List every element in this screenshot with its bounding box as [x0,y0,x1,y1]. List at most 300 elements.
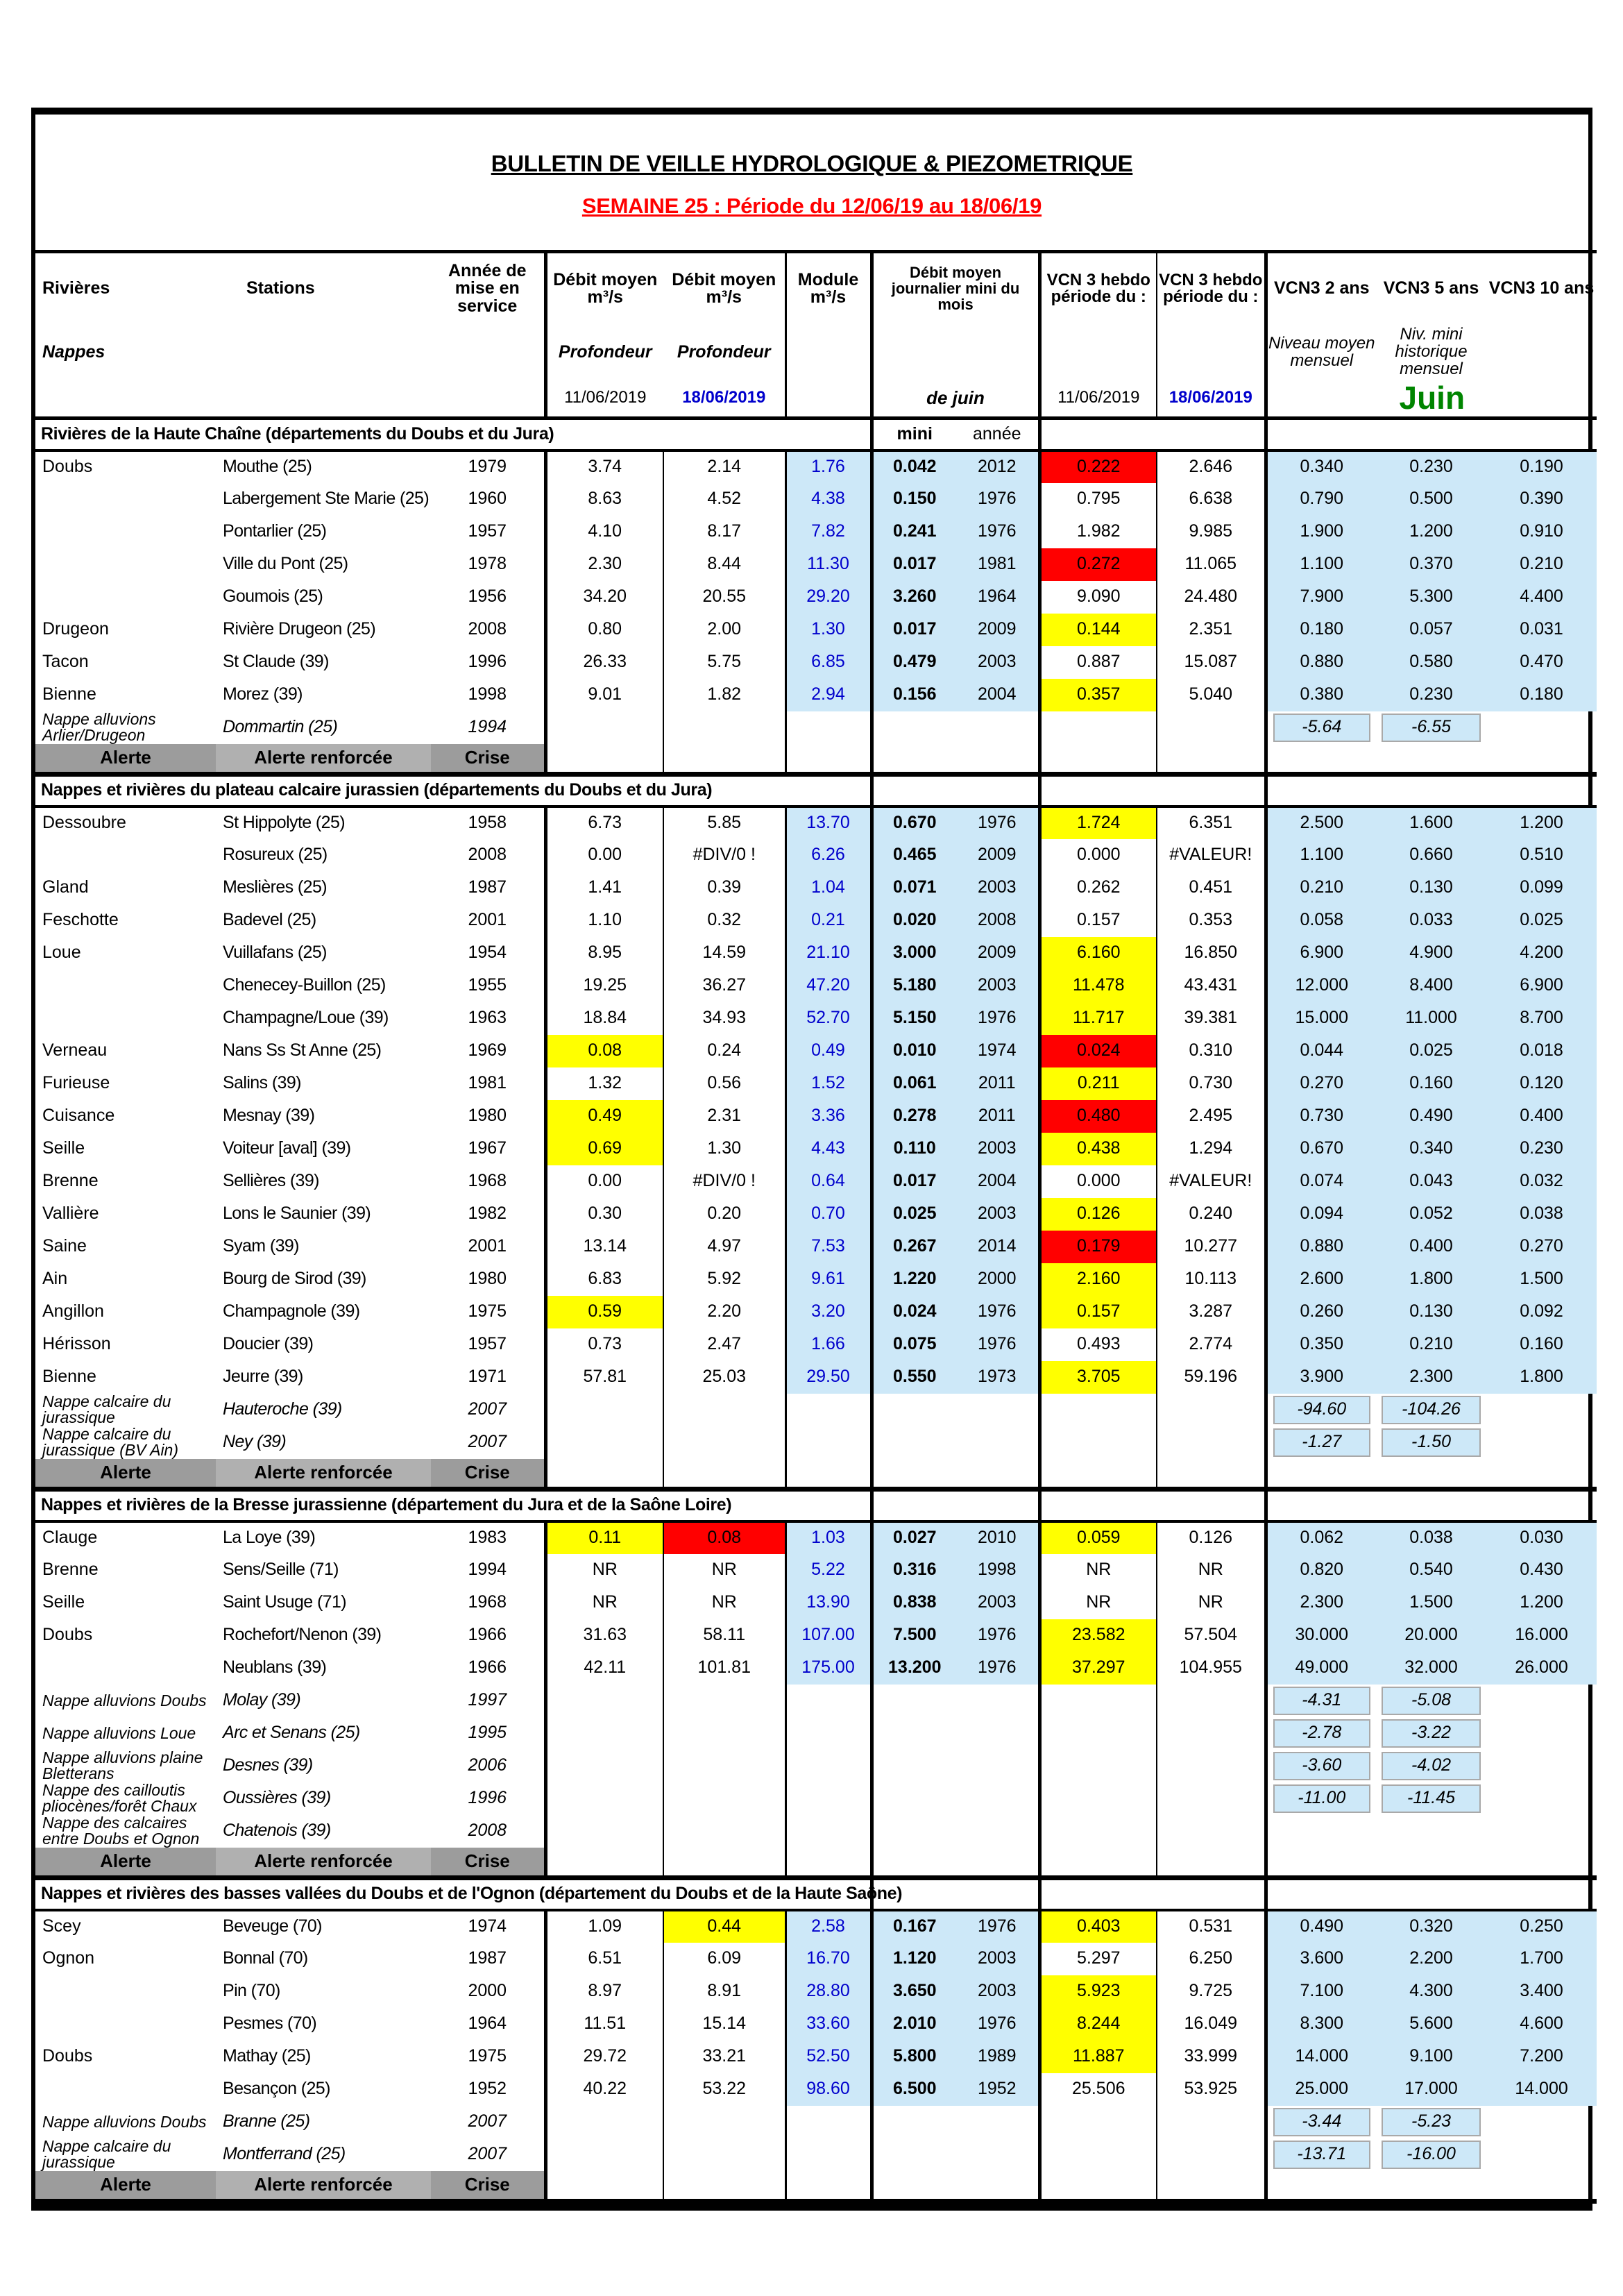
cell-annee: 1998 [468,684,507,704]
cell-vcn3-5ans: 0.130 [1376,1296,1486,1328]
cell-vcn3-2ans: 15.000 [1266,1002,1376,1035]
cell-debit-1106: 0.80 [545,614,663,646]
cell-debit-1806 [663,1750,785,1782]
niveau-moyen-value: -3.44 [1273,2108,1371,2136]
cell-annee: 2008 [468,619,507,639]
cell-niveau-moyen [1266,1750,1376,1782]
cell-mini-annee: 1976 [956,1002,1039,1035]
cell-debit-1806: #DIV/0 ! [663,1165,785,1198]
cell-mini-mois: 0.010 [872,1035,956,1067]
cell-vcn-hebdo-1106: 6.160 [1039,937,1157,970]
niveau-moyen-value: -1.27 [1273,1428,1371,1457]
cell-station: Rivière Drugeon (25) [223,619,376,639]
spacer [1486,1782,1597,1815]
cell-mini-annee: 2003 [956,872,1039,904]
alerte-renforcee-label: Alerte renforcée [216,2171,431,2202]
alerte-row [35,744,1597,775]
table-row [35,1328,1597,1361]
cell-vcn3-10ans: 0.250 [1486,1910,1597,1943]
cell-debit-1106 [545,1782,663,1815]
cell-module: 2.58 [785,1910,872,1943]
cell-vcn3-2ans: 0.380 [1266,679,1376,711]
cell-module: 1.66 [785,1328,872,1361]
cell-mini-annee: 1976 [956,807,1039,839]
cell-debit-1806: 20.55 [663,581,785,614]
cell-station: Hauteroche (39) [223,1399,342,1419]
crise-label: Crise [431,1459,545,1489]
cell-niveau-moyen [1266,1815,1376,1848]
cell-vcn3-5ans: 0.490 [1376,1100,1486,1133]
spacer [1157,1848,1266,1878]
spacer [1486,1750,1597,1782]
cell-annee: 2008 [468,1821,507,1841]
table-row [35,483,1597,516]
niveau-moyen-value: -3.60 [1273,1752,1371,1780]
spacer [1039,1848,1157,1878]
cell-debit-1806: 4.52 [663,483,785,516]
cell-vcn3-5ans: 0.160 [1376,1067,1486,1100]
cell-station: Pontarlier (25) [223,521,327,541]
cell-debit-1806: NR [663,1587,785,1619]
cell-debit-1806: 34.93 [663,1002,785,1035]
cell-mini-annee: 1976 [956,1652,1039,1685]
table-row [35,1619,1597,1652]
cell-module [785,1685,872,1717]
cell-riviere: Bienne [42,684,96,704]
spacer [785,2171,872,2202]
cell-riviere: Saine [42,1236,87,1256]
cell-station: Neublans (39) [223,1657,327,1678]
cell-annee: 1994 [468,717,507,737]
header-date-1806-vcn: 18/06/2019 [1157,380,1266,419]
section-title: Rivières de la Haute Chaîne (départements du Doubs et du Jura) [35,419,872,450]
cell-vcn-hebdo-1106 [1039,711,1157,744]
cell-riviere: Drugeon [42,619,109,639]
niveau-mini-value: -4.02 [1382,1752,1481,1780]
hydrology-table [35,250,1597,2204]
spacer [545,1848,663,1878]
cell-vcn-hebdo-1106: 25.506 [1039,2073,1157,2106]
cell-debit-1106: 40.22 [545,2073,663,2106]
spacer [872,1489,1039,1521]
cell-vcn-hebdo-1106: 0.480 [1039,1100,1157,1133]
cell-vcn-hebdo-1106: NR [1039,1587,1157,1619]
spacer [1266,1878,1597,1910]
spacer [1486,2138,1597,2171]
cell-debit-1806: 58.11 [663,1619,785,1652]
cell-vcn-hebdo-1806 [1157,2138,1266,2171]
spacer [1039,1489,1266,1521]
section-title: Nappes et rivières du plateau calcaire jurassien (départements du Doubs et du Jura) [35,775,872,807]
cell-mini-annee: 1964 [956,581,1039,614]
cell-mini-mois: 0.150 [872,483,956,516]
cell-vcn3-5ans: 0.025 [1376,1035,1486,1067]
cell-debit-1806: NR [663,1554,785,1587]
header-date-1106-debit: 11/06/2019 [545,380,663,419]
cell-vcn3-5ans: 11.000 [1376,1002,1486,1035]
niveau-mini-value: -5.23 [1382,2108,1481,2136]
cell-vcn3-5ans: 0.320 [1376,1910,1486,1943]
cell-station: Jeurre (39) [223,1367,303,1387]
cell-module: 6.26 [785,839,872,872]
cell-mini-mois [872,1782,1039,1815]
col-header-vcn3-10ans: VCN3 10 ans [1486,252,1597,325]
cell-vcn3-5ans: 4.900 [1376,937,1486,970]
cell-vcn3-10ans: 0.092 [1486,1296,1597,1328]
cell-mini-annee: 2003 [956,1133,1039,1165]
cell-mini-annee: 1976 [956,1910,1039,1943]
cell-station: Champagnole (39) [223,1301,360,1322]
col-header-vcn3-2ans: VCN3 2 ans [1266,252,1376,325]
cell-debit-1806 [663,2106,785,2138]
cell-vcn-hebdo-1806: 9.985 [1157,516,1266,548]
cell-vcn3-2ans: 6.900 [1266,937,1376,970]
cell-riviere [35,2008,216,2041]
cell-vcn3-2ans: 0.340 [1266,450,1376,483]
cell-station: St Hippolyte (25) [223,813,345,833]
cell-module: 13.70 [785,807,872,839]
cell-mini-mois: 0.550 [872,1361,956,1394]
cell-mini-annee: 1976 [956,516,1039,548]
cell-vcn3-2ans: 0.670 [1266,1133,1376,1165]
cell-mini-mois [872,711,1039,744]
cell-nappe-label: Nappe des calcaires entre Doubs et Ognon [42,1814,200,1848]
niveau-moyen-value: -11.00 [1273,1784,1371,1813]
cell-vcn3-5ans: 2.200 [1376,1943,1486,1975]
cell-debit-1106: 3.74 [545,450,663,483]
cell-debit-1106: NR [545,1554,663,1587]
cell-riviere [35,970,216,1002]
cell-debit-1106: 9.01 [545,679,663,711]
cell-vcn3-5ans: 9.100 [1376,2041,1486,2073]
spacer [1486,1394,1597,1426]
cell-annee: 1995 [468,1723,507,1743]
cell-vcn-hebdo-1806 [1157,1685,1266,1717]
col-header-stations: Stations [216,252,431,325]
cell-debit-1106: 0.30 [545,1198,663,1231]
cell-mini-mois [872,2138,1039,2171]
cell-vcn-hebdo-1806: #VALEUR! [1157,839,1266,872]
cell-station: Sens/Seille (71) [223,1560,339,1580]
cell-station: Nans Ss St Anne (25) [223,1040,382,1061]
spacer [1266,744,1597,775]
cell-module: 0.49 [785,1035,872,1067]
spacer [872,744,1039,775]
cell-mini-mois [872,1750,1039,1782]
cell-annee: 1954 [468,943,507,963]
cell-annee: 1987 [468,877,507,897]
nappe-row [35,1717,1597,1750]
cell-debit-1806: 14.59 [663,937,785,970]
cell-mini-annee: 2003 [956,1198,1039,1231]
cell-debit-1806: 36.27 [663,970,785,1002]
cell-mini-mois: 0.670 [872,807,956,839]
niveau-mini-value: -5.08 [1382,1687,1481,1715]
cell-mini-annee: 1998 [956,1554,1039,1587]
cell-vcn3-10ans: 4.200 [1486,937,1597,970]
cell-vcn-hebdo-1106: 11.717 [1039,1002,1157,1035]
cell-annee: 1996 [468,1788,507,1808]
cell-vcn-hebdo-1106: 8.244 [1039,2008,1157,2041]
cell-debit-1106: NR [545,1587,663,1619]
cell-vcn3-10ans: 0.470 [1486,646,1597,679]
cell-debit-1806: 2.47 [663,1328,785,1361]
cell-vcn-hebdo-1806: 16.049 [1157,2008,1266,2041]
cell-module: 28.80 [785,1975,872,2008]
cell-station: Pin (70) [223,1981,280,2001]
cell-vcn-hebdo-1806: 5.040 [1157,679,1266,711]
cell-mini-annee: 1976 [956,1328,1039,1361]
cell-riviere [35,581,216,614]
table-row [35,1067,1597,1100]
cell-riviere: Angillon [42,1301,104,1322]
cell-vcn-hebdo-1106 [1039,2138,1157,2171]
spacer [1039,1878,1266,1910]
cell-mini-mois: 0.167 [872,1910,956,1943]
crise-label: Crise [431,1848,545,1878]
cell-mini-mois: 0.278 [872,1100,956,1133]
cell-vcn3-10ans: 0.099 [1486,872,1597,904]
cell-station: Syam (39) [223,1236,299,1256]
cell-vcn3-5ans: 8.400 [1376,970,1486,1002]
cell-module: 0.70 [785,1198,872,1231]
cell-debit-1806 [663,1394,785,1426]
cell-vcn3-5ans: 0.370 [1376,548,1486,581]
cell-mini-annee: 2014 [956,1231,1039,1263]
cell-vcn-hebdo-1806: 33.999 [1157,2041,1266,2073]
cell-debit-1806: 4.97 [663,1231,785,1263]
cell-mini-mois: 0.020 [872,904,956,937]
cell-mini-mois: 0.075 [872,1328,956,1361]
cell-annee: 1952 [468,2079,507,2099]
cell-vcn-hebdo-1106: 5.923 [1039,1975,1157,2008]
cell-riviere: Doubs [42,457,93,477]
cell-vcn-hebdo-1806: 6.351 [1157,807,1266,839]
nappe-row [35,1685,1597,1717]
cell-annee: 2007 [468,2111,507,2132]
cell-debit-1106: 0.00 [545,1165,663,1198]
cell-nappe-label: Nappe alluvions Loue [42,1723,196,1742]
cell-debit-1106 [545,1717,663,1750]
cell-vcn-hebdo-1106: 0.157 [1039,904,1157,937]
cell-debit-1106: 0.73 [545,1328,663,1361]
nappe-row [35,2138,1597,2171]
cell-station: St Claude (39) [223,652,329,672]
cell-riviere: Vallière [42,1204,99,1224]
cell-vcn-hebdo-1806: 24.480 [1157,581,1266,614]
cell-annee: 1958 [468,813,507,833]
cell-niveau-moyen [1266,1394,1376,1426]
cell-vcn-hebdo-1106 [1039,1815,1157,1848]
cell-vcn3-10ans: 0.430 [1486,1554,1597,1587]
cell-vcn3-5ans: 1.200 [1376,516,1486,548]
cell-vcn3-10ans: 0.038 [1486,1198,1597,1231]
cell-debit-1806 [663,711,785,744]
nappe-row [35,1426,1597,1459]
cell-debit-1106: 26.33 [545,646,663,679]
cell-module [785,1782,872,1815]
cell-debit-1106: 11.51 [545,2008,663,2041]
spacer [1157,744,1266,775]
annee-column-label: année [956,419,1039,450]
cell-vcn-hebdo-1806 [1157,1782,1266,1815]
cell-module: 16.70 [785,1943,872,1975]
cell-annee: 1963 [468,1008,507,1028]
niveau-mini-value: -16.00 [1382,2141,1481,2169]
cell-mini-mois [872,2106,1039,2138]
cell-vcn3-2ans: 0.074 [1266,1165,1376,1198]
nappe-row [35,1750,1597,1782]
cell-riviere: Seille [42,1592,85,1612]
cell-mini-annee: 2011 [956,1067,1039,1100]
cell-vcn3-2ans: 7.100 [1266,1975,1376,2008]
cell-vcn-hebdo-1106: 5.297 [1039,1943,1157,1975]
spacer [872,2171,1039,2202]
niveau-mini-value: -11.45 [1382,1784,1481,1813]
cell-vcn-hebdo-1806: 0.240 [1157,1198,1266,1231]
cell-vcn-hebdo-1106 [1039,1717,1157,1750]
cell-riviere [35,1652,216,1685]
cell-vcn-hebdo-1806: 43.431 [1157,970,1266,1002]
cell-debit-1806: 101.81 [663,1652,785,1685]
cell-mini-mois: 0.027 [872,1521,956,1554]
alerte-label: Alerte [35,1459,216,1489]
cell-mini-mois: 0.061 [872,1067,956,1100]
cell-vcn3-10ans: 3.400 [1486,1975,1597,2008]
cell-vcn-hebdo-1806 [1157,1426,1266,1459]
cell-vcn-hebdo-1806: 104.955 [1157,1652,1266,1685]
cell-vcn3-2ans: 0.062 [1266,1521,1376,1554]
cell-station: Meslières (25) [223,877,327,897]
cell-module: 11.30 [785,548,872,581]
cell-vcn-hebdo-1106 [1039,2106,1157,2138]
col-header-annee: Année de mise en service [431,252,545,325]
cell-vcn-hebdo-1806: 16.850 [1157,937,1266,970]
table-row [35,1554,1597,1587]
cell-annee: 1968 [468,1592,507,1612]
cell-vcn3-10ans: 0.032 [1486,1165,1597,1198]
table-row [35,450,1597,483]
cell-vcn3-10ans: 0.190 [1486,450,1597,483]
cell-debit-1806: 0.32 [663,904,785,937]
cell-vcn3-5ans: 1.600 [1376,807,1486,839]
cell-vcn-hebdo-1806 [1157,711,1266,744]
cell-riviere: Bienne [42,1367,96,1387]
cell-vcn3-10ans: 0.210 [1486,548,1597,581]
cell-vcn-hebdo-1106 [1039,1426,1157,1459]
cell-niveau-mini [1376,1815,1486,1848]
cell-module: 29.20 [785,581,872,614]
cell-riviere: Furieuse [42,1073,110,1093]
spacer [1039,419,1266,450]
cell-vcn-hebdo-1106: 0.024 [1039,1035,1157,1067]
cell-nappe-label: Nappe des cailloutis pliocènes/forêt Chaux [42,1781,197,1815]
header-profondeur-1: Profondeur [545,325,663,380]
section-title: Nappes et rivières des basses vallées du Doubs et de l'Ognon (département du Doubs et de la Haute Saône) [35,1878,872,1910]
spacer [663,2171,785,2202]
cell-vcn3-10ans: 0.400 [1486,1100,1597,1133]
cell-annee: 2006 [468,1755,507,1775]
cell-vcn3-5ans: 0.130 [1376,872,1486,904]
cell-vcn-hebdo-1806: 53.925 [1157,2073,1266,2106]
cell-mini-mois [872,1394,1039,1426]
cell-vcn3-5ans: 1.500 [1376,1587,1486,1619]
cell-vcn3-5ans: 17.000 [1376,2073,1486,2106]
cell-module [785,1426,872,1459]
table-row [35,1133,1597,1165]
cell-mini-mois: 0.025 [872,1198,956,1231]
cell-vcn3-5ans: 20.000 [1376,1619,1486,1652]
cell-debit-1806: 2.00 [663,614,785,646]
bulletin-table-frame [31,108,1595,2211]
table-row [35,839,1597,872]
cell-mini-annee: 2003 [956,646,1039,679]
cell-vcn3-10ans: 0.025 [1486,904,1597,937]
table-row [35,1652,1597,1685]
cell-vcn3-10ans: 6.900 [1486,970,1597,1002]
cell-vcn3-2ans: 1.100 [1266,839,1376,872]
cell-niveau-mini [1376,2106,1486,2138]
cell-module: 52.70 [785,1002,872,1035]
cell-debit-1106: 0.49 [545,1100,663,1133]
cell-niveau-moyen [1266,2106,1376,2138]
cell-debit-1106: 1.32 [545,1067,663,1100]
cell-annee: 2001 [468,910,507,930]
cell-mini-annee: 1976 [956,2008,1039,2041]
niveau-moyen-value: -94.60 [1273,1396,1371,1424]
cell-mini-mois: 0.479 [872,646,956,679]
nappe-row [35,2106,1597,2138]
alerte-label: Alerte [35,2171,216,2202]
cell-station: Labergement Ste Marie (25) [223,489,430,509]
cell-station: Chenecey-Buillon (25) [223,975,386,995]
cell-annee: 1969 [468,1040,507,1061]
cell-debit-1106: 13.14 [545,1231,663,1263]
cell-riviere [35,516,216,548]
cell-vcn-hebdo-1806: 0.451 [1157,872,1266,904]
cell-vcn3-5ans: 0.230 [1376,450,1486,483]
cell-station: Chatenois (39) [223,1821,331,1841]
cell-station: Salins (39) [223,1073,301,1093]
cell-mini-mois: 3.000 [872,937,956,970]
cell-debit-1806: 0.56 [663,1067,785,1100]
cell-mini-annee: 1974 [956,1035,1039,1067]
cell-vcn-hebdo-1106: 23.582 [1039,1619,1157,1652]
cell-riviere: Gland [42,877,89,897]
cell-debit-1106: 1.10 [545,904,663,937]
cell-debit-1106: 2.30 [545,548,663,581]
cell-station: Lons le Saunier (39) [223,1204,371,1224]
header-row-labels [35,252,1597,325]
cell-vcn-hebdo-1106: 2.160 [1039,1263,1157,1296]
table-row [35,1035,1597,1067]
cell-annee: 1994 [468,1560,507,1580]
spacer [545,2171,663,2202]
cell-annee: 1956 [468,586,507,607]
section-title: Nappes et rivières de la Bresse jurassienne (département du Jura et de la Saône Loire) [35,1489,872,1521]
cell-annee: 1997 [468,1690,507,1710]
cell-module: 4.43 [785,1133,872,1165]
cell-debit-1106: 6.83 [545,1263,663,1296]
cell-nappe-label: Nappe alluvions Doubs [42,1691,207,1710]
spacer [1486,711,1597,744]
nappe-row [35,1394,1597,1426]
col-header-vcn-hebdo-1106: VCN 3 hebdo période du : [1039,252,1157,325]
cell-debit-1106 [545,1815,663,1848]
cell-vcn-hebdo-1806 [1157,1394,1266,1426]
cell-mini-mois: 0.017 [872,548,956,581]
spacer [872,1459,1039,1489]
